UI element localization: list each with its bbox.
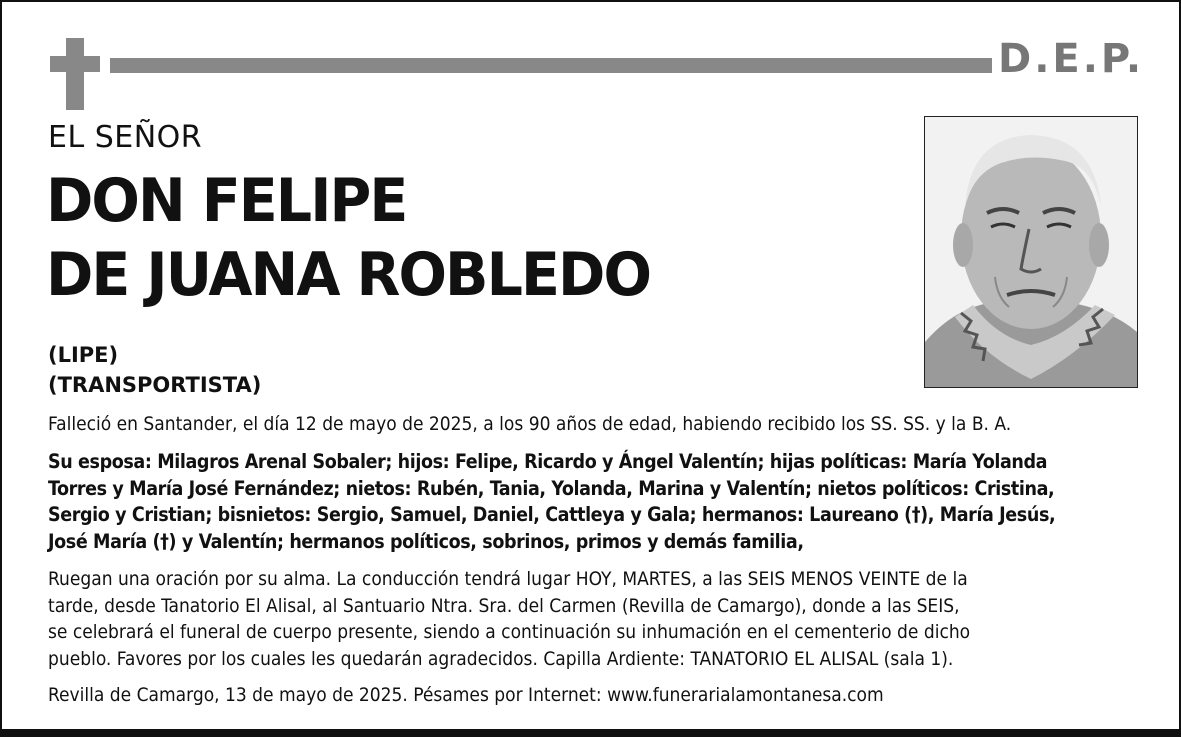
honorific: EL SEÑOR [48, 120, 203, 155]
family-line: Sergio y Cristian; bisnietos: Sergio, Samuel, Daniel, Cattleya y Gala; hermanos: Laureano (†), María Jesús, [48, 503, 1056, 526]
death-notice: Falleció en Santander, el día 12 de mayo de 2025, a los 90 años de edad, habiendo recibido los SS. SS. y la B. A. [48, 413, 1012, 435]
header-rule [110, 58, 992, 73]
ceremony-line: Ruegan una oración por su alma. La conducción tendrá lugar HOY, MARTES, a las SEIS MENOS VEINTE de la [48, 568, 968, 590]
family-line: Su esposa: Milagros Arenal Sobaler; hijos: Felipe, Ricardo y Ángel Valentín; hijas políticas: María Yolanda [48, 450, 1048, 473]
family-list [48, 449, 1131, 555]
ceremony-line: pueblo. Favores por los cuales les quedarán agradecidos. Capilla Ardiente: TANATORIO EL ALISAL (sala 1). [48, 647, 954, 670]
ceremony-line: se celebrará el funeral de cuerpo presente, siendo a continuación su inhumación en el cementerio de dicho [48, 621, 971, 643]
family-line: José María (†) y Valentín; hermanos políticos, sobrinos, primos y demás familia, [48, 529, 804, 553]
deceased-name [46, 164, 650, 312]
family-line: Torres y María José Fernández; nietos: Rubén, Tania, Yolanda, Marina y Valentín; nietos políticos: Cristina, [48, 476, 1055, 500]
dep-label: D.E.P. [998, 36, 1145, 82]
ceremony-details [48, 566, 1131, 672]
portrait-illustration [925, 117, 1137, 387]
profession: (TRANSPORTISTA) [48, 373, 262, 397]
footer-location-date: Revilla de Camargo, 13 de mayo de 2025. Pésames por Internet: www.funerarialamontanesa.com [48, 684, 884, 706]
ceremony-line: tarde, desde Tanatorio El Alisal, al Santuario Ntra. Sra. del Carmen (Revilla de Camargo), donde a las SEIS, [48, 594, 960, 617]
nickname: (LIPE) [48, 343, 119, 367]
cross-icon [66, 38, 84, 110]
cross-icon-bar [50, 56, 100, 72]
portrait-photo [924, 116, 1138, 388]
name-line-1: DON FELIPE [46, 166, 407, 236]
name-line-2: DE JUANA ROBLEDO [46, 240, 651, 310]
